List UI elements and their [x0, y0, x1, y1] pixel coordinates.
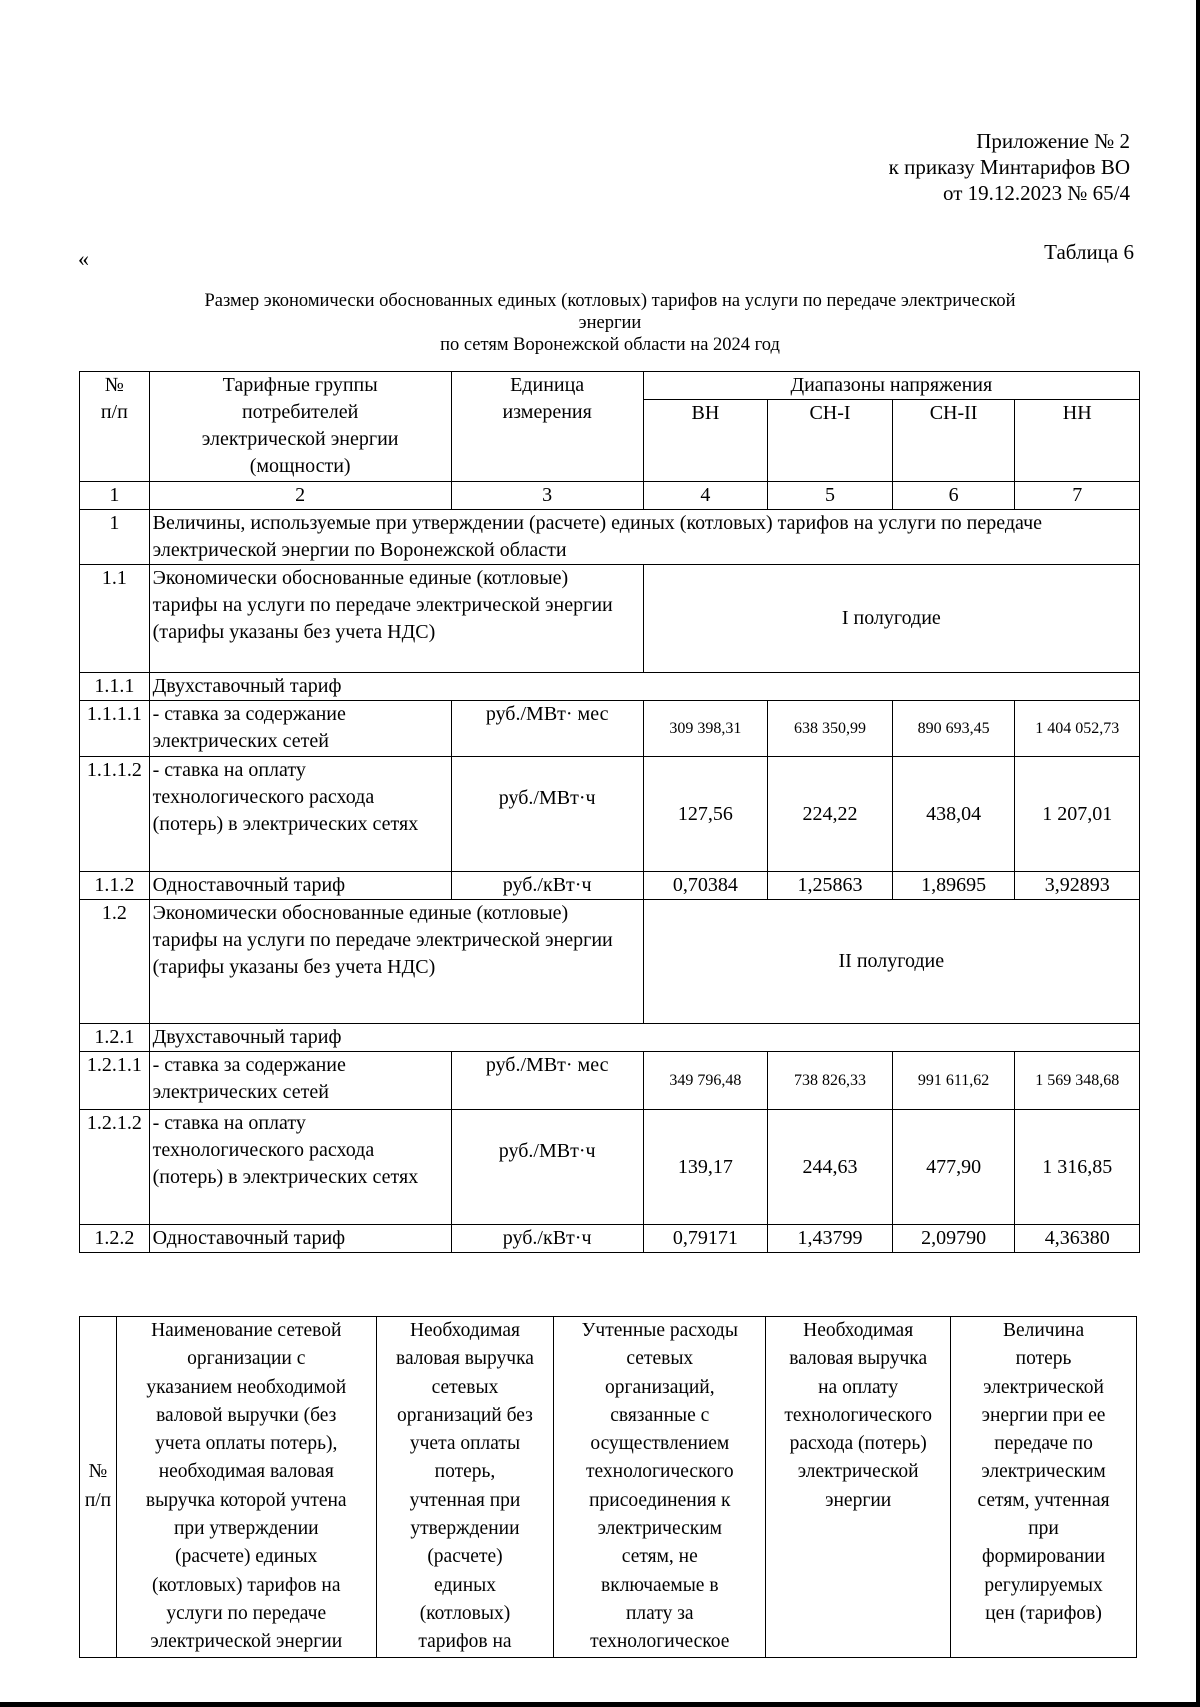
- value-cell: 127,56: [643, 757, 768, 872]
- half-no: 1.2: [80, 900, 150, 1024]
- value-cell: 1,89695: [892, 872, 1015, 900]
- header-voltage-ranges: Диапазоны напряжения: [643, 372, 1139, 400]
- half-description: [149, 900, 643, 1024]
- t2-header-no: № п/п: [80, 1317, 117, 1658]
- one-rate-unit: руб./кВт·ч: [451, 872, 643, 900]
- value-cell: 438,04: [892, 757, 1015, 872]
- value-cell: 0,79171: [643, 1225, 768, 1253]
- rate-maint-unit: руб./МВт· мес: [451, 1052, 643, 1110]
- rate-maint-label: - ставка за содержание электрических сетей: [149, 1052, 451, 1110]
- header-col-vn: ВН: [643, 400, 768, 482]
- scan-edge-bottom: [0, 1702, 1200, 1707]
- rate-loss-no: 1.1.1.2: [80, 757, 150, 872]
- value-cell: 224,22: [768, 757, 893, 872]
- t2-header-loss-value: Величина потерь электрической энергии при ее передаче по электрическим сетям, учтенная при формировании регулируемых цен (тарифов): [951, 1317, 1137, 1658]
- value-cell: 244,63: [768, 1110, 893, 1225]
- value-cell: 1,25863: [768, 872, 893, 900]
- header-group: Тарифные группы потребителей электрической энергии (мощности): [149, 372, 451, 482]
- title-line: по сетям Воронежской области на 2024 год: [440, 335, 780, 355]
- two-rate-label: Двухставочный тариф: [149, 673, 1139, 701]
- index-cell: 4: [643, 482, 768, 510]
- header-col-sn1: СН-I: [768, 400, 893, 482]
- value-cell: 2,09790: [892, 1225, 1015, 1253]
- appendix-line: от 19.12.2023 № 65/4: [942, 181, 1130, 205]
- rate-maint-unit: руб./МВт· мес: [451, 701, 643, 757]
- appendix-line: к приказу Минтарифов ВО: [888, 155, 1130, 179]
- value-cell: 4,36380: [1015, 1225, 1140, 1253]
- value-cell: 3,92893: [1015, 872, 1140, 900]
- appendix-line: Приложение № 2: [976, 129, 1130, 153]
- value-cell: 1 404 052,73: [1015, 701, 1140, 757]
- t2-header-revenue: Необходимая валовая выручка сетевых организаций без учета оплаты потерь, учтенная при утверждении (расчете) единых (котловых) тарифов на: [376, 1317, 554, 1658]
- value-cell: 309 398,31: [643, 701, 768, 757]
- value-cell: 638 350,99: [768, 701, 893, 757]
- value-cell: 1 207,01: [1015, 757, 1140, 872]
- t2-header-org-name: Наименование сетевой организации с указанием необходимой валовой выручки (без учета оплаты потерь), необходимая валовая выручка которой учтена при утверждении (расчете) единых (котловых) тарифов на услуги по передаче электрической энергии: [116, 1317, 376, 1658]
- value-cell: 890 693,45: [892, 701, 1015, 757]
- rate-loss-label: - ставка на оплату технологического расхода (потерь) в электрических сетях: [149, 1110, 451, 1225]
- rate-loss-unit: руб./МВт·ч: [451, 1110, 643, 1225]
- header-col-nn: НН: [1015, 400, 1140, 482]
- document-title: [80, 290, 1140, 356]
- one-rate-label: Одноставочный тариф: [149, 1225, 451, 1253]
- table-label: Таблица 6: [1044, 240, 1134, 264]
- title-line: Размер экономически обоснованных единых (котловых) тарифов на услуги по передаче электрической: [204, 291, 1016, 311]
- one-rate-unit: руб./кВт·ч: [451, 1225, 643, 1253]
- index-cell: 6: [892, 482, 1015, 510]
- value-cell: 477,90: [892, 1110, 1015, 1225]
- index-cell: 1: [80, 482, 150, 510]
- two-rate-no: 1.1.1: [80, 673, 150, 701]
- opening-guillemet: «: [78, 246, 89, 271]
- index-cell: 2: [149, 482, 451, 510]
- scan-edge-right: [1196, 0, 1200, 1707]
- title-line: энергии: [578, 313, 642, 333]
- rate-maint-no: 1.1.1.1: [80, 701, 150, 757]
- value-cell: 349 796,48: [643, 1052, 768, 1110]
- half-no: 1.1: [80, 565, 150, 673]
- rate-maint-no: 1.2.1.1: [80, 1052, 150, 1110]
- half-description-text: Экономически обоснованные единые (котловые) тарифы на услуги по передаче электрической энергии (тарифы указаны без учета НДС): [152, 567, 613, 643]
- two-rate-label: Двухставочный тариф: [149, 1024, 1139, 1052]
- section-no: 1: [80, 510, 150, 565]
- appendix-header: [889, 128, 1130, 206]
- half-description-text: Экономически обоснованные единые (котловые) тарифы на услуги по передаче электрической энергии (тарифы указаны без учета НДС): [152, 902, 613, 978]
- section-text: Величины, используемые при утверждении (расчете) единых (котловых) тарифов на услуги по передаче электрической энергии по Воронежской области: [149, 510, 1139, 565]
- header-col-sn2: СН-II: [892, 400, 1015, 482]
- half-period: II полугодие: [643, 900, 1139, 1024]
- tariff-table: [79, 371, 1140, 1253]
- two-rate-no: 1.2.1: [80, 1024, 150, 1052]
- value-cell: 0,70384: [643, 872, 768, 900]
- one-rate-no: 1.2.2: [80, 1225, 150, 1253]
- half-description: [149, 565, 643, 673]
- index-cell: 7: [1015, 482, 1140, 510]
- value-cell: 139,17: [643, 1110, 768, 1225]
- value-cell: 991 611,62: [892, 1052, 1015, 1110]
- t2-header-loss-revenue: Необходимая валовая выручка на оплату технологического расхода (потерь) электрической энергии: [766, 1317, 951, 1658]
- network-organizations-table: [79, 1316, 1137, 1658]
- value-cell: 1 569 348,68: [1015, 1052, 1140, 1110]
- one-rate-no: 1.1.2: [80, 872, 150, 900]
- value-cell: 1 316,85: [1015, 1110, 1140, 1225]
- header-unit: Единица измерения: [451, 372, 643, 482]
- one-rate-label: Одноставочный тариф: [149, 872, 451, 900]
- rate-loss-unit: руб./МВт·ч: [451, 757, 643, 872]
- rate-loss-label: - ставка на оплату технологического расхода (потерь) в электрических сетях: [149, 757, 451, 872]
- rate-maint-label: - ставка за содержание электрических сетей: [149, 701, 451, 757]
- half-period: I полугодие: [643, 565, 1139, 673]
- value-cell: 1,43799: [768, 1225, 893, 1253]
- t2-header-connection-costs: Учтенные расходы сетевых организаций, связанные с осуществлением технологического присоединения к электрическим сетям, не включаемые в плату за технологическое: [554, 1317, 766, 1658]
- index-cell: 5: [768, 482, 893, 510]
- rate-loss-no: 1.2.1.2: [80, 1110, 150, 1225]
- value-cell: 738 826,33: [768, 1052, 893, 1110]
- index-cell: 3: [451, 482, 643, 510]
- header-no: № п/п: [80, 372, 150, 482]
